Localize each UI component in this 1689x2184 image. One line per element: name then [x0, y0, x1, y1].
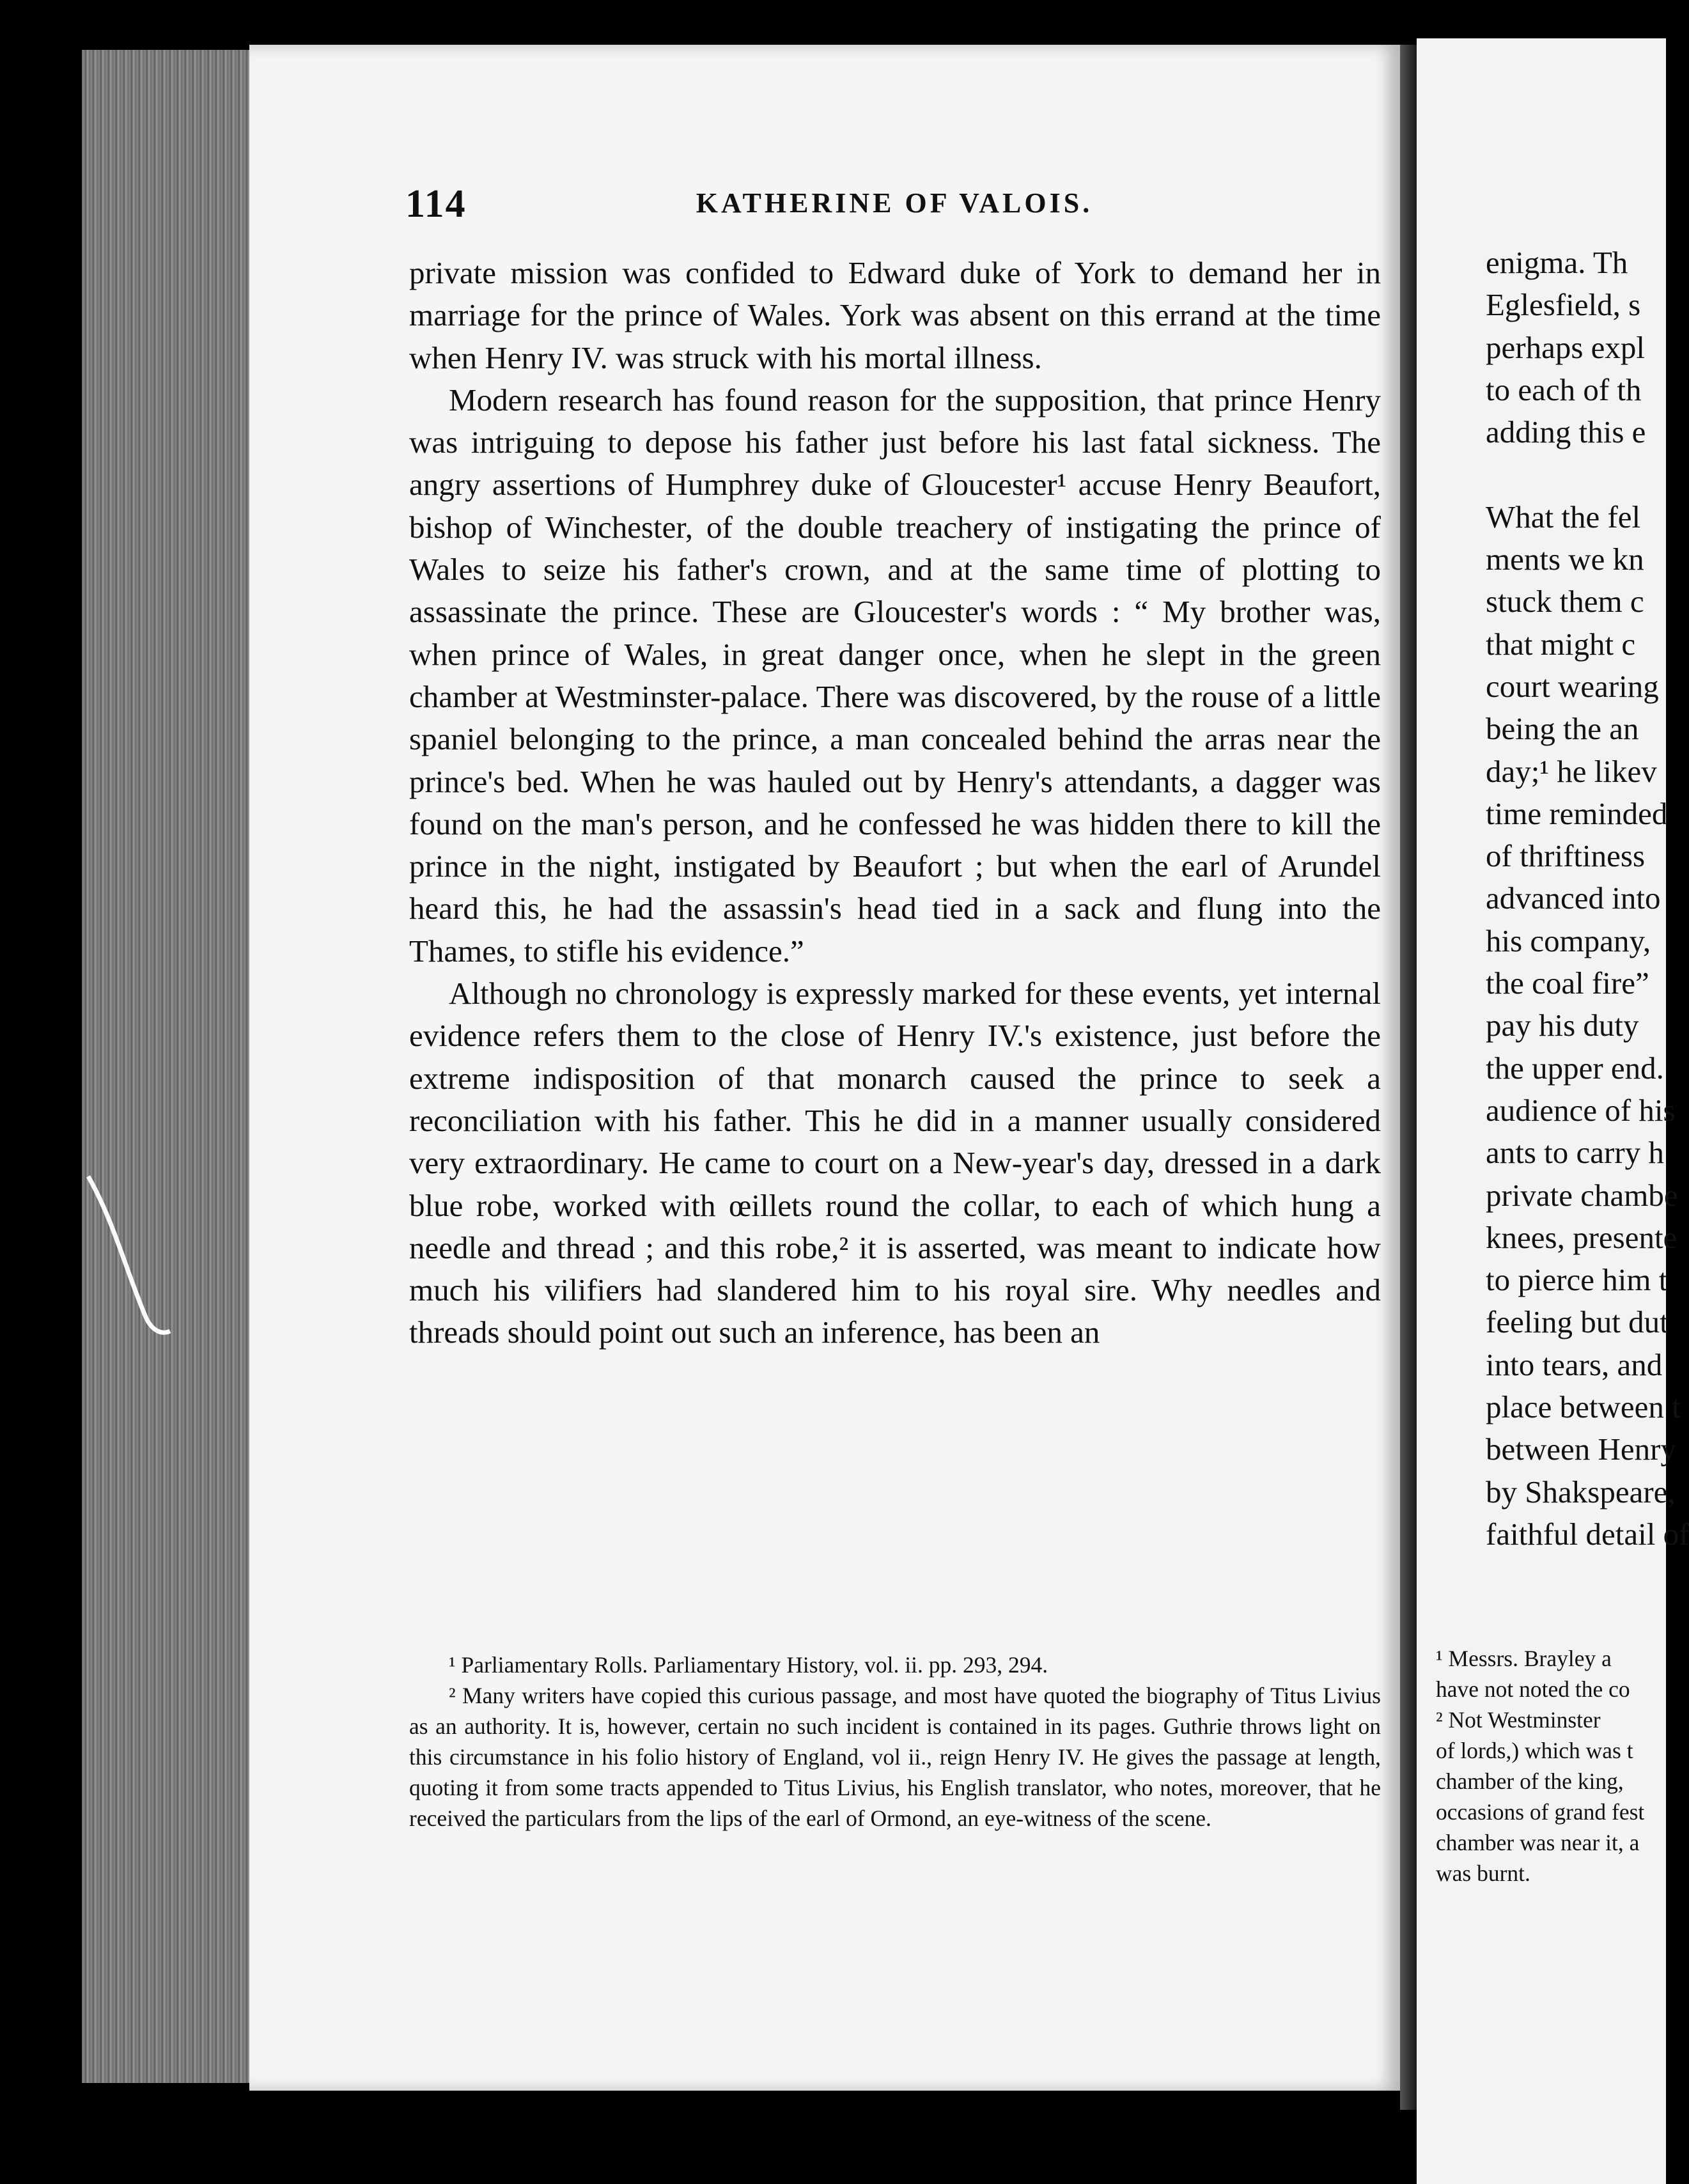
footnote-line: occasions of grand fest: [1436, 1799, 1645, 1825]
paragraph: private mission was confided to Edward duke of York to demand her in marriage for the prince of Wales. York was absent on this errand at the time when Henry IV. was struck with his mortal illness.: [409, 255, 1381, 375]
footnotes: [409, 1650, 1381, 1834]
text-line: stuck them c: [1486, 584, 1644, 620]
footnote: ² Many writers have copied this curious passage, and most have quoted the biography of Titus Livius as an authority. It is, however, certain no such incident is contained in its pages. Guthrie throws light on this circumstance in his folio history of England, vol ii., reign Henry IV. He gives the passage at length, quoting it from some tracts appended to Titus Livius, his English translator, who notes, moreover, that he received the particulars from the lips of the earl of Ormond, an eye-witness of the scene.: [409, 1683, 1381, 1831]
text-line: by Shakspeare,: [1486, 1474, 1676, 1509]
footnote-line: was burnt.: [1436, 1860, 1530, 1886]
book-gutter: [1400, 45, 1417, 2110]
paragraph: Modern research has found reason for the supposition, that prince Henry was intriguing to depose his father just before his last fatal sickness. The angry assertions of Humphrey duke of Gloucester¹ accuse Henry Beaufort, bishop of Winchester, of the double treachery of instigating the prince of Wales to seize his father's crown, and at the same time of plotting to assassinate the prince. These are Gloucester's words : “ My brother was, when prince of Wales, in great danger once, when he slept in the green chamber at Westminster-palace. There was discovered, by the rouse of a little spaniel belonging to the prince, a man concealed behind the arras near the prince's bed. When he was hauled out by Henry's attendants, a dagger was found on the man's person, and he confessed he was hidden there to kill the prince in the night, instigated by Beaufort ; but when the earl of Arundel heard this, he had the assassin's head tied in a sack and flung into the Thames, to stifle his evidence.”: [409, 382, 1381, 969]
text-line: audience of his: [1486, 1092, 1676, 1128]
text-line: being the an: [1486, 711, 1639, 747]
text-line: court wearing: [1486, 668, 1659, 704]
text-line: advanced into: [1486, 880, 1661, 916]
footnote: ¹ Parliamentary Rolls. Parliamentary History, vol. ii. pp. 293, 294.: [449, 1652, 1048, 1678]
text-line: to pierce him t: [1486, 1262, 1668, 1298]
footnote-line: have not noted the co: [1436, 1676, 1630, 1702]
right-page: [1417, 38, 1689, 2184]
text-line: between Henry: [1486, 1431, 1676, 1467]
right-body-text: [1486, 242, 1689, 1556]
text-line: enigma. Th: [1486, 245, 1628, 280]
text-line: perhaps expl: [1486, 329, 1645, 365]
page-header: [405, 182, 1383, 239]
line-gap: [1486, 453, 1677, 495]
footnote-line: ² Not Westminster: [1436, 1707, 1601, 1733]
right-footnotes: [1436, 1643, 1679, 1889]
text-line: Eglesfield, s: [1486, 287, 1641, 323]
text-line: pay his duty: [1486, 1008, 1639, 1043]
text-line: the coal fire”: [1486, 965, 1649, 1001]
bookmark-ribbon-mark: [75, 1164, 171, 1368]
text-line: his company,: [1486, 923, 1651, 958]
footnote-line: ¹ Messrs. Brayley a: [1436, 1646, 1612, 1671]
text-line: the upper end.: [1486, 1050, 1664, 1086]
text-line: What the fel: [1486, 499, 1641, 534]
text-line: into tears, and: [1486, 1346, 1663, 1382]
text-line: ments we kn: [1486, 542, 1644, 577]
running-title: KATHERINE OF VALOIS.: [696, 187, 1093, 219]
footnote-line: chamber of the king,: [1436, 1768, 1624, 1794]
text-line: that might c: [1486, 626, 1636, 662]
text-line: faithful detail of: [1486, 1516, 1689, 1552]
text-line: to each of th: [1486, 371, 1642, 407]
text-line: ants to carry h: [1486, 1135, 1664, 1171]
page-edge: [82, 50, 249, 2083]
left-page: [249, 45, 1400, 2091]
text-line: time reminded: [1486, 795, 1668, 831]
body-text: [409, 252, 1381, 1354]
text-line: place between t: [1486, 1389, 1681, 1425]
page-number: 114: [405, 182, 467, 226]
footnote-line: of lords,) which was t: [1436, 1738, 1633, 1763]
text-line: feeling but dut: [1486, 1304, 1669, 1340]
text-line: knees, presente: [1486, 1219, 1677, 1255]
text-line: day;¹ he likev: [1486, 753, 1657, 789]
text-line: private chambe: [1486, 1177, 1678, 1213]
paragraph: Although no chronology is expressly marked for these events, yet internal evidence refers them to the close of Henry IV.'s existence, just before the extreme indisposition of that monarch caused the prince to seek a reconciliation with his father. This he did in a manner usually considered very extraordinary. He came to court on a New-year's day, dressed in a dark blue robe, worked with œillets round the collar, to each of which hung a needle and thread ; and this robe,² it is asserted, was meant to indicate how much his vilifiers had slandered him to his royal sire. Why needles and threads should point out such an inference, has been an: [409, 976, 1381, 1350]
footnote-line: chamber was near it, a: [1436, 1830, 1640, 1855]
text-line: of thriftiness: [1486, 838, 1646, 874]
text-line: adding this e: [1486, 414, 1646, 450]
